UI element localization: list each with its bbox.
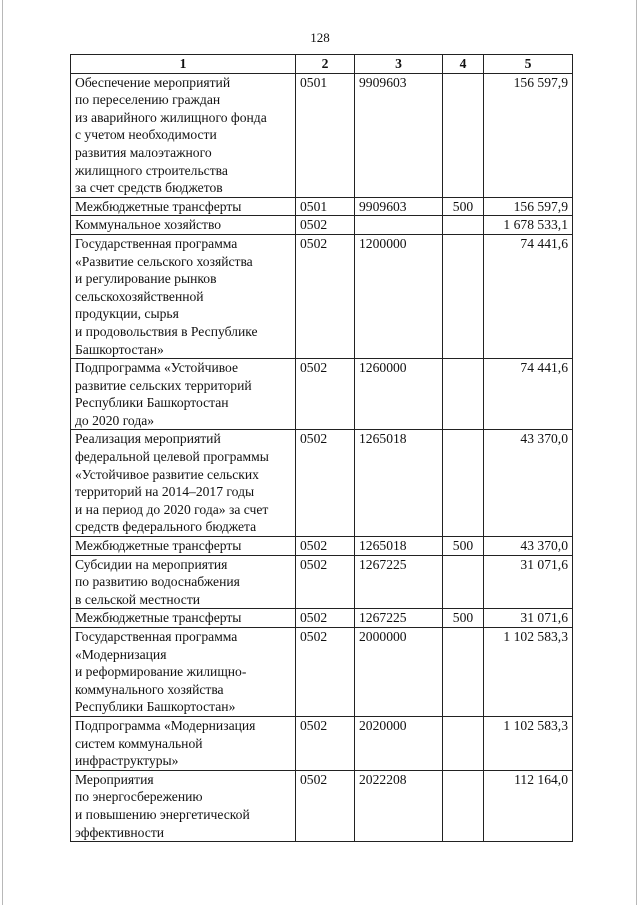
item-name-line: Государственная программа <box>75 629 238 644</box>
header-cell-4: 4 <box>443 55 484 74</box>
item-name-line: «Модернизация <box>75 646 167 662</box>
item-name-cell <box>71 359 296 430</box>
expense-type-cell <box>443 216 484 235</box>
section-code-cell: 0502 <box>296 216 355 235</box>
header-cell-5: 5 <box>484 55 573 74</box>
item-name-line: Республики Башкортостан <box>75 395 229 411</box>
section-code-cell: 0502 <box>296 555 355 609</box>
section-code-cell: 0502 <box>296 359 355 430</box>
section-code-cell: 0501 <box>296 197 355 216</box>
target-code-cell: 2020000 <box>355 716 443 770</box>
expense-type-cell: 500 <box>443 609 484 628</box>
section-code-cell: 0502 <box>296 537 355 556</box>
item-name-line: систем коммунальной <box>75 735 203 751</box>
item-name-line: в сельской местности <box>75 591 201 607</box>
expense-type-cell <box>443 73 484 197</box>
item-name-cell <box>71 430 296 537</box>
header-cell-3: 3 <box>355 55 443 74</box>
item-name-line: и на период до 2020 года» за счет <box>75 501 269 517</box>
item-name-cell <box>71 770 296 841</box>
item-name-cell <box>71 197 296 216</box>
item-name-line: Подпрограмма «Модернизация <box>75 717 256 733</box>
item-name-line: по переселению граждан <box>75 92 221 108</box>
amount-cell: 43 370,0 <box>484 537 573 556</box>
item-name-cell <box>71 234 296 358</box>
expense-type-cell <box>443 359 484 430</box>
table-row <box>71 609 573 628</box>
item-name-line: развитие сельских территорий <box>75 377 252 393</box>
table-row <box>71 537 573 556</box>
item-name-line: Мероприятия <box>75 771 154 787</box>
page-number: 128 <box>310 30 330 45</box>
section-code-cell: 0502 <box>296 430 355 537</box>
expense-type-cell <box>443 770 484 841</box>
item-name-line: средств федерального бюджета <box>75 519 257 535</box>
table-row <box>71 770 573 841</box>
item-name-line: территорий на 2014–2017 годы <box>75 484 255 500</box>
header-row <box>71 55 573 74</box>
item-name-line: эффективности <box>75 824 165 840</box>
item-name-line: и повышению энергетической <box>75 806 250 822</box>
amount-cell: 31 071,6 <box>484 555 573 609</box>
item-name-line: Подпрограмма «Устойчивое <box>75 360 239 376</box>
item-name-line: жилищного строительства <box>75 162 228 178</box>
table-row <box>71 73 573 197</box>
amount-cell: 31 071,6 <box>484 609 573 628</box>
target-code-cell: 2000000 <box>355 628 443 717</box>
amount-cell: 112 164,0 <box>484 770 573 841</box>
item-name-line: и регулирование рынков <box>75 271 217 287</box>
table-row <box>71 216 573 235</box>
amount-cell: 1 678 533,1 <box>484 216 573 235</box>
item-name-cell <box>71 716 296 770</box>
item-name-line: развития малоэтажного <box>75 144 212 160</box>
target-code-cell: 1267225 <box>355 609 443 628</box>
expense-type-cell <box>443 234 484 358</box>
amount-cell: 156 597,9 <box>484 73 573 197</box>
item-name-line: «Развитие сельского хозяйства <box>75 253 253 269</box>
item-name-line: «Устойчивое развитие сельских <box>75 466 259 482</box>
table-header <box>71 55 573 74</box>
item-name-line: до 2020 года» <box>75 412 155 428</box>
expense-type-cell: 500 <box>443 537 484 556</box>
item-name-line: Государственная программа <box>75 235 238 251</box>
item-name-line: Республики Башкортостан» <box>75 699 236 715</box>
item-name-line: Межбюджетные трансферты <box>75 610 242 626</box>
item-name-cell <box>71 537 296 556</box>
budget-table <box>70 54 573 842</box>
target-code-cell: 2022208 <box>355 770 443 841</box>
amount-cell: 156 597,9 <box>484 197 573 216</box>
section-code-cell: 0501 <box>296 73 355 197</box>
item-name-line: с учетом необходимости <box>75 127 217 143</box>
item-name-cell <box>71 628 296 717</box>
item-name-cell <box>71 555 296 609</box>
item-name-line: Башкортостан» <box>75 341 164 357</box>
item-name-line: инфраструктуры» <box>75 753 179 769</box>
header-cell-1: 1 <box>71 55 296 74</box>
item-name-cell <box>71 73 296 197</box>
amount-cell: 1 102 583,3 <box>484 628 573 717</box>
right-edge-line <box>636 0 637 905</box>
item-name-line: сельскохозяйственной <box>75 288 204 304</box>
table-body <box>71 73 573 842</box>
target-code-cell: 1265018 <box>355 537 443 556</box>
expense-type-cell <box>443 716 484 770</box>
target-code-cell: 1265018 <box>355 430 443 537</box>
target-code-cell: 1200000 <box>355 234 443 358</box>
expense-type-cell <box>443 555 484 609</box>
table-row <box>71 359 573 430</box>
item-name-line: по развитию водоснабжения <box>75 574 240 590</box>
expense-type-cell <box>443 430 484 537</box>
table-row <box>71 430 573 537</box>
item-name-cell <box>71 216 296 235</box>
table-row <box>71 555 573 609</box>
item-name-line: Обеспечение мероприятий <box>75 74 231 90</box>
expense-type-cell <box>443 628 484 717</box>
item-name-line: продукции, сырья <box>75 306 179 322</box>
item-name-cell <box>71 609 296 628</box>
section-code-cell: 0502 <box>296 628 355 717</box>
amount-cell: 43 370,0 <box>484 430 573 537</box>
target-code-cell: 1260000 <box>355 359 443 430</box>
target-code-cell <box>355 216 443 235</box>
header-cell-2: 2 <box>296 55 355 74</box>
amount-cell: 74 441,6 <box>484 359 573 430</box>
item-name-line: и продовольствия в Республике <box>75 323 258 339</box>
section-code-cell: 0502 <box>296 609 355 628</box>
section-code-cell: 0502 <box>296 770 355 841</box>
amount-cell: 1 102 583,3 <box>484 716 573 770</box>
item-name-line: Межбюджетные трансферты <box>75 198 242 214</box>
target-code-cell: 9909603 <box>355 73 443 197</box>
item-name-line: Реализация мероприятий <box>75 431 221 447</box>
target-code-cell: 9909603 <box>355 197 443 216</box>
table-row <box>71 234 573 358</box>
item-name-line: Субсидии на мероприятия <box>75 556 228 572</box>
table-row <box>71 628 573 717</box>
item-name-line: Межбюджетные трансферты <box>75 538 242 554</box>
section-code-cell: 0502 <box>296 234 355 358</box>
table-row <box>71 716 573 770</box>
left-edge-line <box>2 0 3 905</box>
expense-type-cell: 500 <box>443 197 484 216</box>
item-name-line: федеральной целевой программы <box>75 449 269 465</box>
item-name-line: Коммунальное хозяйство <box>75 217 222 233</box>
item-name-line: коммунального хозяйства <box>75 681 224 697</box>
item-name-line: и реформирование жилищно- <box>75 664 247 680</box>
item-name-line: за счет средств бюджетов <box>75 180 223 196</box>
section-code-cell: 0502 <box>296 716 355 770</box>
table-row <box>71 197 573 216</box>
item-name-line: по энергосбережению <box>75 789 203 805</box>
target-code-cell: 1267225 <box>355 555 443 609</box>
item-name-line: из аварийного жилищного фонда <box>75 109 267 125</box>
amount-cell: 74 441,6 <box>484 234 573 358</box>
